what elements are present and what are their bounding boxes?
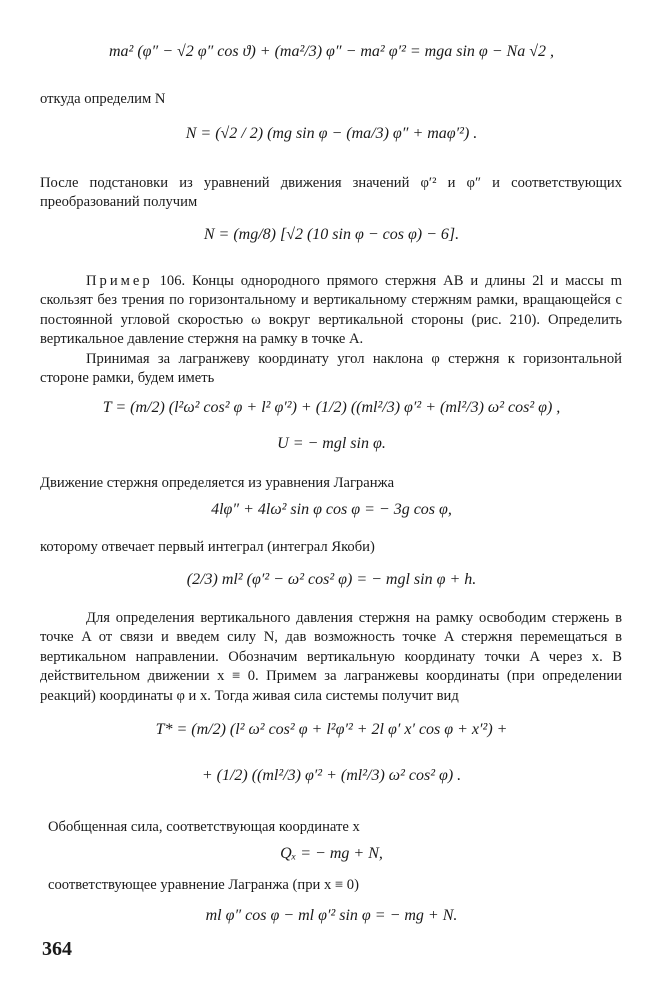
text-lagrange-equation: Движение стержня определяется из уравнения Лагранжа: [40, 475, 395, 491]
text-lagrange-equation-x: соответствующее уравнение Лагранжа (при x ≡ 0): [48, 877, 359, 893]
paragraph-substitution: После подстановки из уравнений движения значений φ′² и φ″ и соответствующих преобразований получим: [40, 175, 622, 211]
example-label: Пример: [86, 273, 153, 289]
equation-n-general: N = (√2 / 2) (mg sin φ − (ma/3) φ″ + maφ′²) .: [185, 125, 478, 142]
equation-n-result: N = (mg/8) [√2 (10 sin φ − cos φ) − 6].: [203, 226, 460, 243]
equation-kinetic-energy-star-cont: + (1/2) ((ml²/3) φ′² + (ml²/3) ω² cos² φ) .: [201, 767, 462, 784]
equation-potential-energy: U = − mgl sin φ.: [277, 435, 386, 452]
equation-motion: 4lφ″ + 4lω² sin φ cos φ = − 3g cos φ,: [211, 501, 452, 518]
equation-kinetic-energy: T = (m/2) (l²ω² cos² φ + l² φ′²) + (1/2) ((ml²/3) φ′² + (ml²/3) ω² cos² φ) ,: [102, 399, 561, 416]
equation-lagrange-x: ml φ″ cos φ − ml φ′² sin φ = − mg + N.: [205, 907, 458, 924]
text-find-n: откуда определим N: [40, 91, 166, 107]
text-generalized-force: Обобщенная сила, соответствующая координате x: [48, 819, 360, 835]
equation-kinetic-energy-star: T* = (m/2) (l² ω² cos² φ + l²φ′² + 2l φ′ x′ cos φ + x′²) +: [155, 721, 508, 738]
paragraph-lagrange-coordinate: Принимая за лагранжеву координату угол наклона φ стержня к горизонтальной стороне рамки, будем иметь: [40, 351, 622, 387]
equation-energy-balance: ma² (φ″ − √2 φ″ cos ϑ) + (ma²/3) φ″ − ma² φ′² = mga sin φ − Na √2 ,: [109, 43, 554, 60]
paragraph-example-106: [40, 272, 622, 350]
equation-generalized-force: Qₓ = − mg + N,: [280, 845, 383, 862]
equation-jacobi-integral: (2/3) ml² (φ′² − ω² cos² φ) = − mgl sin φ + h.: [186, 571, 477, 588]
paragraph-vertical-pressure: Для определения вертикального давления стержня на рамку освободим стержень в точке A от связи и введем силу N, дав возможность точке A стержня перемещаться в вертикальном направлении. Обозначим вертикальную координату точки A через x. В действительном движении x ≡ 0. Примем за лагранжевы координаты (при определении реакций) координаты φ и x. Тогда живая сила системы получит вид: [40, 610, 622, 704]
page-number: 364: [42, 938, 72, 960]
example-text: 106. Концы однородного прямого стержня AB и длины 2l и массы m скользят без трения по горизонтальному и вертикальному стержням рамки, вращающейся с постоянной угловой скоростью ω вокруг вертикальной стороны (рис. 210). Определить вертикальное давление стержня на рамку в точке A.: [40, 273, 622, 348]
text-jacobi-integral: которому отвечает первый интеграл (интеграл Якоби): [40, 539, 375, 555]
